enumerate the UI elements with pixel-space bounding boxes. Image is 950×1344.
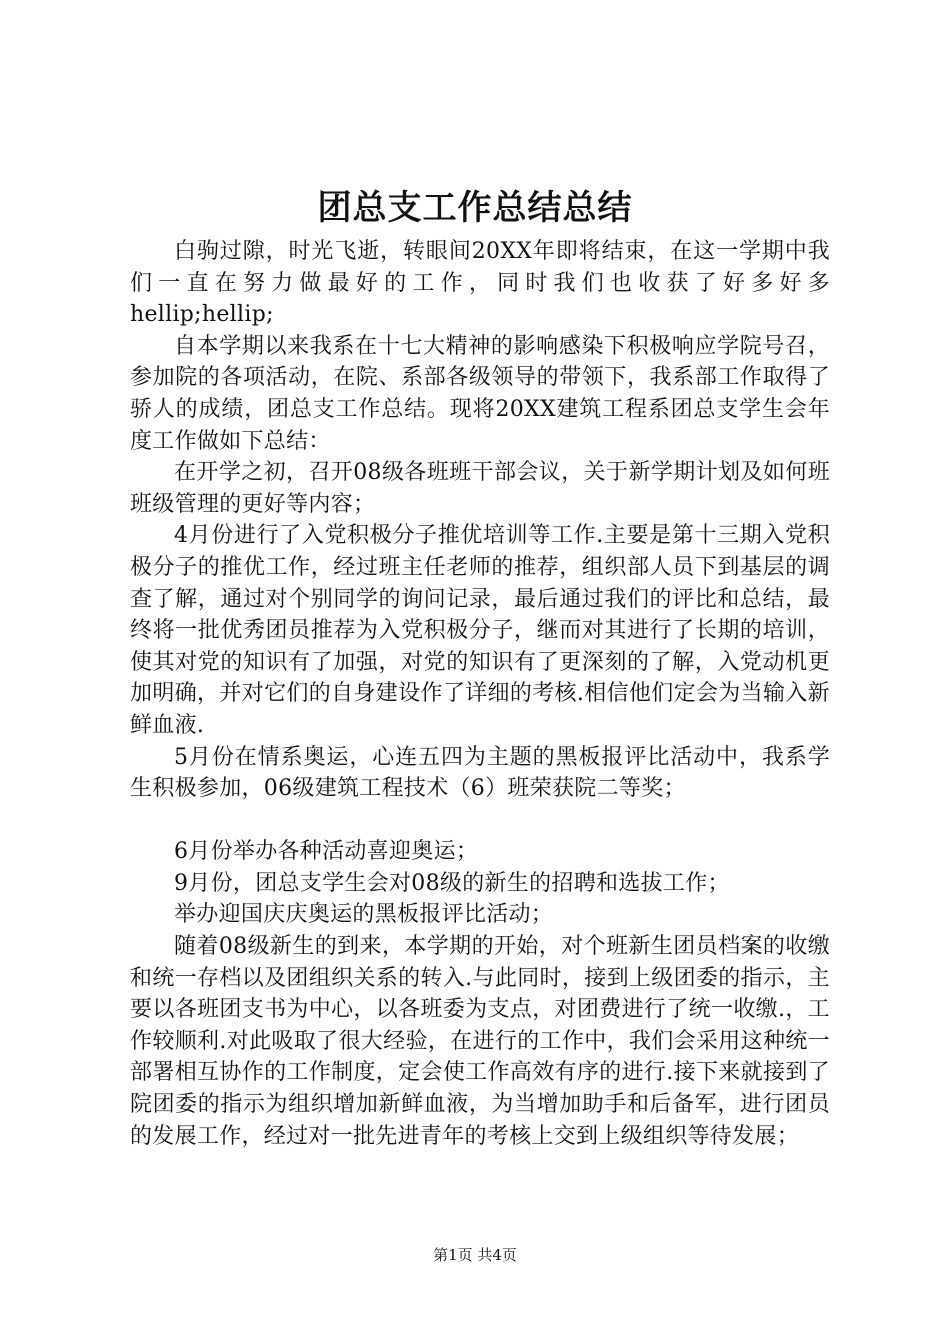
page-number-footer: 第1页 共4页 <box>433 1246 517 1264</box>
paragraph-intro: 白驹过隙，时光飞逝，转眼间20XX年即将结束，在这一学期中我们一直在努力做最好的工作，同时我们也收获了好多好多hellip;hellip; <box>130 239 830 328</box>
paragraph-may: 5月份在情系奥运，心连五四为主题的黑板报评比活动中，我系学生积极参加，06级建筑工程技术（6）班荣获院二等奖； <box>130 744 830 802</box>
paragraph-overview: 自本学期以来我系在十七大精神的影响感染下积极响应学院号召，参加院的各项活动，在院、系部各级领导的带领下，我系部工作取得了骄人的成绩，团总支工作总结。现将20XX建筑工程系团总支学生会年度工作做如下总结： <box>130 333 830 454</box>
document-body <box>130 236 830 1152</box>
paragraph-national-day: 举办迎国庆庆奥运的黑板报评比活动； <box>174 902 554 928</box>
paragraph-september: 9月份，团总支学生会对08级的新生的招聘和选拔工作； <box>174 870 730 896</box>
paragraph-june: 6月份举办各种活动喜迎奥运； <box>174 839 479 865</box>
paragraph-semester-start: 在开学之初，召开08级各班班干部会议，关于新学期计划及如何班班级管理的更好等内容； <box>130 460 830 517</box>
document-title: 团总支工作总结总结 <box>317 188 633 228</box>
paragraph-new-students: 随着08级新生的到来，本学期的开始，对个班新生团员档案的收缴和统一存档以及团组织关系的转入.与此同时，接到上级团委的指示，主要以各班团支书为中心，以各班委为支点，对团费进行了统一收缴.，工作较顺利.对此吸取了很大经验，在进行的工作中，我们会采用这种统一部署相互协作的工作制度，定会使工作高效有序的进行.接下来就接到了院团委的指示为组织增加新鲜血液，为当增加助手和后备军，进行团员的发展工作，经过对一批先进青年的考核上交到上级组织等待发展； <box>130 934 830 1149</box>
paragraph-april: 4月份进行了入党积极分子推优培训等工作.主要是第十三期入党积极分子的推优工作，经过班主任老师的推荐，组织部人员下到基层的调查了解，通过对个别同学的询问记录，最后通过我们的评比和总结，最终将一批优秀团员推荐为入党积极分子，继而对其进行了长期的培训，使其对党的知识有了加强，对党的知识有了更深刻的了解，入党动机更加明确，并对它们的自身建设作了详细的考核.相信他们定会为当输入新鲜血液. <box>130 523 830 738</box>
